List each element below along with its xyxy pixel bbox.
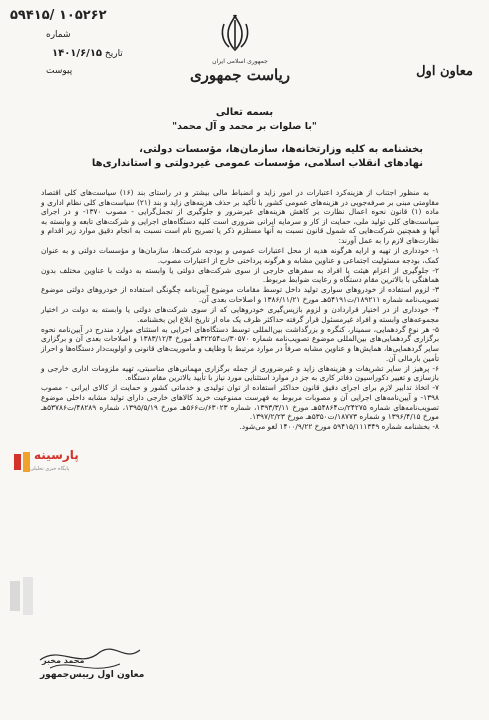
directive-item: ۵- هر نوع گردهمایی، سمینار، کنگره و بزرگداشت بین‌المللی توسط دستگاه‌های اجرایی به استثنای موارد مندرج در آیین‌نامه نحوه برگزاری گردهمایی‌های بین‌المللی موضوع تصویب‌نامه شماره ۳۰۵۷۰/ت۳۲۲۵۴هـ مورخ ۱۳۸۳/۱۲/۴ و اصلاحات بعدی آن و برگزاری سایر گردهمایی‌ها، همایش‌ها و عناوین مشابه صرفاً در موارد مرتبط با وظایف و مأموریت‌های قانونی و اولویت‌دار دستگاه‌ها و احراز تأمین بارمالی آن. xyxy=(41,324,439,363)
addressee-block xyxy=(43,143,423,171)
signatory-name: محمد مخبر xyxy=(42,656,85,665)
salawat-line: "با صلوات بر محمد و آل محمد" xyxy=(172,121,317,132)
date-row xyxy=(46,48,123,59)
iran-emblem-icon xyxy=(218,14,252,54)
faint-side-logo-icon xyxy=(6,575,40,619)
number-row xyxy=(46,30,71,40)
date-label: تاریخ xyxy=(104,49,123,59)
watermark-brand: پارسینه xyxy=(34,448,79,462)
directive-item: ۴- خودداری از در اختیار قراردادن و لزوم بازپس‌گیری خودروهایی که از سوی شرکت‌های دولتی یا وابسته به دولت در اختیار مجموعه‌های وابسته و افراد غیرمسئول قرار گرفته حداکثر ظرف یک ماه از تاریخ ابلاغ این بخشنامه. xyxy=(41,305,439,324)
watermark-subtitle: پایگاه خبری تحلیلی xyxy=(30,466,70,472)
addressee-line: نهادهای انقلاب اسلامی، مؤسسات عمومی غیردولتی و استانداری‌ها xyxy=(91,158,423,169)
directive-item: ۳- لزوم استفاده از خودروهای سواری تولید داخل توسط مقامات موضوع آیین‌نامه چگونگی استفاده از خودروهای دولتی موضوع تصویب‌نامه شماره ۱۸۹۲۱۱/ت۵۴۱۹۱هـ مورخ ۱۳۸۶/۱۱/۲۱ و اصلاحات بعدی آن. xyxy=(41,285,439,305)
directive-item: ۸- بخشنامه شماره ۵۹۴۱۵/۱۱۱۳۴۹ مورخ ۱۴۰۰/۹/۲۲ لغو می‌شود. xyxy=(239,422,439,432)
directive-item: ۲- جلوگیری از اعزام هیئت یا افراد به سفرهای خارجی از سوی شرکت‌های دولتی یا وابسته به دولت با عناوین مختلف بدون هماهنگی با بالاترین مقام دستگاه و رعایت ضوابط مربوط. xyxy=(41,265,439,285)
gov-subtitle: جمهوری اسلامی ایران xyxy=(212,58,268,65)
presidency-title: ریاست جمهوری xyxy=(189,66,291,84)
date-value: ۱۴۰۱/۶/۱۵ xyxy=(52,48,103,59)
number-label: شماره xyxy=(46,30,71,40)
watermark-mark-icon xyxy=(12,450,32,474)
directive-item: ۶- پرهیز از سایر تشریفات و هزینه‌های زاید و غیرضروری از جمله برگزاری مهمانی‌های مناسبتی، تهیه ملزومات اداری خارجی و بازسازی و تغییر دکوراسیون دفاتر کاری به جز در موارد استثنایی مورد نیاز با تأیید بالاترین مقام دستگاه. xyxy=(41,363,439,383)
directive-item: ۷- اتخاذ تدابیر لازم برای اجرای دقیق قانون حداکثر استفاده از توان تولیدی و خدماتی کشور و حمایت از کالای ایرانی - مصوب ۱۳۹۸- و آیین‌نامه‌های اجرایی آن و مصوبات مربوط به فهرست ممنوعیت خرید کالاهای خارجی دارای تولید مشابه داخلی موضوع تصویب‌نامه‌های شماره ۲۴۲۷۵/ت۵۴۸۶۴هـ مورخ ۱۳۹۳/۳/۱۱، شماره ۶۳۰۲۳/ت۵۶۶هـ مورخ ۱۳۹۵/۵/۱۹، شماره ۴۸۲۸۹/ت۵۳۷۸۶هـ مورخ ۱۳۹۶/۴/۱۵ و شماره ۱۸۷۷۳/ت۵۳۵۰هـ مورخ ۱۳۹۷/۲/۲۳. xyxy=(41,383,439,422)
attachment-row xyxy=(46,66,72,76)
addressee-line: بخشنامه به کلیه وزارتخانه‌ها، سازمان‌ها، مؤسسات دولتی، xyxy=(139,144,423,155)
office-title: معاون اول xyxy=(416,64,473,79)
watermark-logo xyxy=(8,444,82,480)
signatory-title: معاون اول رییس‌جمهور xyxy=(40,670,145,680)
intro-paragraph: به منظور اجتناب از هزینه‌کرد اعتبارات در امور زاید و انضباط مالی بیشتر و در راستای بند (۱۶) سیاست‌های کلی اقتصاد مقاومتی مبنی بر صرفه‌جویی در هزینه‌های عمومی کشور با تأکید بر حذف هزینه‌های زاید و بند (۲۱) سیاست‌های کلی نظام اداری و ماده (۱) قانون نحوه اعمال نظارت بر کاهش هزینه‌های غیرضرور و جلوگیری از تجمل‌گرایی - مصوب ۱۳۷۰- و در اجرای سیاست‌های کلی تولید ملی، حمایت از کار و سرمایه ایرانی ضروری است کلیه دستگاه‌های اجرایی و شرکت‌های تابعه و وابسته به آنها و همچنین شرکت‌هایی که شمول قانون نسبت به آنها مستلزم ذکر یا تصریح نام است نسبت به انجام دقیق موارد زیر اقدام و نظارت‌های لازم را به عمل آورند: xyxy=(41,188,440,245)
bismillah-line: بسمه تعالی xyxy=(215,107,274,118)
attachment-label: پیوست xyxy=(46,66,73,76)
letter-body xyxy=(41,188,439,432)
directive-item: ۱- خودداری از تهیه و ارایه هرگونه هدیه از محل اعتبارات عمومی و بودجه شرکت‌ها، سازمان‌ها و مؤسسات دولتی و به عنوان کمک، بودجه مسئولیت اجتماعی و عناوین مشابه و هرگونه پرداختی خارج از اعتبارات مصوب. xyxy=(41,246,439,265)
letter-reference-number: ۵۹۴۱۵/ ۱۰۵۲۶۲ xyxy=(10,8,107,23)
